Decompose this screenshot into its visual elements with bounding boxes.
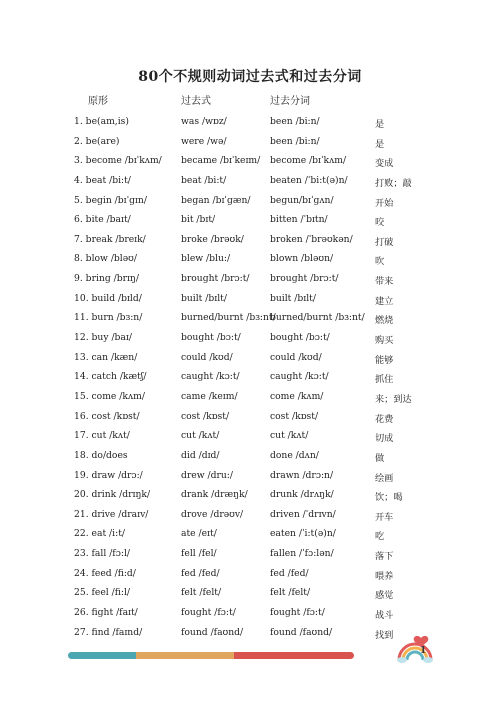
past-tense-cell: was /wɒz/ [181,116,227,127]
base-form-cell: 4. beat /bi:t/ [74,174,131,186]
past-participle-cell: felt /felt/ [270,587,311,599]
past-tense-cell: did /dɪd/ [181,449,220,461]
past-participle-cell: driven /ˈdrɪvn/ [270,508,336,520]
base-form-cell: 26. fight /faɪt/ [74,607,138,619]
meaning-cell: 吃 [375,531,385,543]
table-row [0,155,500,175]
footer-bar-red [234,652,354,659]
footer-bar-orange [136,652,234,659]
meaning-cell: 购买 [375,335,394,347]
base-form-cell: 16. cost /kɒst/ [74,410,140,422]
past-participle-cell: caught /kɔ:t/ [270,371,329,383]
table-row [0,332,500,352]
past-participle-cell: been /bi:n/ [270,135,320,147]
meaning-cell: 抓住 [375,374,394,386]
past-tense-cell: ate /eɪt/ [181,528,217,540]
meaning-cell: 打破 [375,236,394,248]
past-tense-cell: bought /bɔ:t/ [181,332,241,344]
meaning-cell: 感觉 [375,590,394,602]
meaning-cell: 饮；喝 [375,492,403,504]
table-row [0,253,500,273]
meaning-cell: 战斗 [375,610,394,622]
past-participle-cell: could /kʊd/ [270,351,322,363]
meaning-cell: 开始 [375,197,394,209]
base-form-cell: 21. drive /draɪv/ [74,508,149,520]
table-row [0,195,500,215]
table-row [0,470,500,490]
meaning-cell: 找到 [375,629,394,641]
past-tense-cell: caught /kɔ:t/ [181,371,240,383]
column-headers [0,92,500,106]
base-form-cell: 9. bring /brɪŋ/ [74,273,139,285]
past-participle-cell: fought /fɔ:t/ [270,607,325,619]
past-participle-cell: bought /bɔ:t/ [270,332,330,344]
past-participle-cell: broken /ˈbrəʊkən/ [270,233,353,245]
past-tense-cell: were /wə/ [181,135,227,147]
meaning-cell: 喂养 [375,570,394,582]
base-form-cell: 17. cut /kʌt/ [74,430,130,442]
meaning-cell: 咬 [375,217,385,229]
table-row [0,371,500,391]
table-row [0,509,500,529]
table-row [0,312,500,332]
table-row [0,116,500,136]
past-tense-cell: beat /bi:t/ [181,174,227,186]
table-row [0,411,500,431]
past-participle-cell: fallen /ˈfɔ:lən/ [270,548,334,560]
base-form-cell: 8. blow /bləʊ/ [74,253,137,265]
base-form-cell: 14. catch /kætʃ/ [74,371,147,383]
base-form-cell: 11. burn /bɜ:n/ [74,312,143,324]
past-tense-cell: felt /felt/ [181,587,222,599]
verb-list [0,116,500,646]
meaning-cell: 吹 [375,256,385,268]
table-row [0,587,500,607]
base-form-cell: 6. bite /baɪt/ [74,214,131,226]
past-tense-cell: drew /dru:/ [181,469,233,481]
base-form-cell: 27. find /faɪnd/ [74,626,143,638]
past-participle-cell: built /bɪlt/ [270,292,316,304]
meaning-cell: 开车 [375,511,394,523]
past-tense-cell: could /kʊd/ [181,351,233,363]
base-form-cell: 2. be(are) [74,135,120,147]
table-row [0,234,500,254]
meaning-cell: 绘画 [375,472,394,484]
past-tense-cell: became /bɪˈkeɪm/ [181,155,261,167]
header-past-participle: 过去分词 [270,96,310,107]
past-participle-cell: fed /fed/ [270,567,309,579]
base-form-cell: 20. drink /drɪŋk/ [74,489,151,501]
page-title: 80个不规则动词过去式和过去分词 [138,69,362,85]
table-row [0,430,500,450]
past-participle-cell: burned/burnt /bɜ:nt/ [270,312,365,324]
table-row [0,175,500,195]
past-participle-cell: brought /brɔ:t/ [270,273,339,285]
past-participle-cell: beaten /ˈbi:t(ə)n/ [270,174,348,186]
table-row [0,568,500,588]
past-tense-cell: broke /brəʊk/ [181,233,244,245]
past-tense-cell: burned/burnt /bɜ:nt/ [181,312,276,324]
meaning-cell: 是 [375,119,385,130]
past-tense-cell: began /bɪˈgæn/ [181,194,251,206]
past-tense-cell: blew /blu:/ [181,253,231,265]
header-base-form: 原形 [88,96,108,107]
table-row [0,607,500,627]
past-participle-cell: cost /kɒst/ [270,410,319,422]
table-row [0,293,500,313]
past-tense-cell: drove /drəʊv/ [181,508,244,520]
past-participle-cell: begun/bɪˈgʌn/ [270,194,334,206]
past-tense-cell: cost /kɒst/ [181,410,230,422]
base-form-cell: 19. draw /drɔ:/ [74,469,143,481]
base-form-cell: 10. build /bɪld/ [74,292,142,304]
past-tense-cell: drank /dræŋk/ [181,489,248,501]
base-form-cell: 25. feel /fi:l/ [74,587,131,599]
base-form-cell: 1. be(am,is) [74,116,129,127]
meaning-cell: 打败；敲 [375,177,412,189]
base-form-cell: 3. become /bɪˈkʌm/ [74,155,162,167]
past-tense-cell: built /bɪlt/ [181,292,227,304]
table-row [0,548,500,568]
meaning-cell: 是 [375,138,385,150]
meaning-cell: 带来 [375,276,394,288]
past-participle-cell: done /dʌn/ [270,449,319,461]
base-form-cell: 7. break /breɪk/ [74,233,146,245]
past-participle-cell: found /faʊnd/ [270,626,333,638]
meaning-cell: 来；到达 [375,393,412,405]
table-row [0,136,500,156]
base-form-cell: 15. come /kʌm/ [74,390,145,402]
base-form-cell: 23. fall /fɔ:l/ [74,548,130,560]
base-form-cell: 5. begin /bɪˈgɪn/ [74,194,147,206]
past-participle-cell: blown /bləʊn/ [270,253,334,265]
meaning-cell: 做 [375,452,385,464]
past-tense-cell: fought /fɔ:t/ [181,607,236,619]
table-row [0,391,500,411]
meaning-cell: 切成 [375,433,394,445]
past-participle-cell: drunk /drʌŋk/ [270,489,334,501]
table-row [0,273,500,293]
table-row [0,528,500,548]
base-form-cell: 13. can /kæn/ [74,351,138,363]
meaning-cell: 变成 [375,158,394,170]
past-tense-cell: cut /kʌt/ [181,430,220,442]
past-tense-cell: bit /bɪt/ [181,214,216,226]
past-participle-cell: become /bɪˈkʌm/ [270,155,347,167]
table-row [0,214,500,234]
footer-bar-teal [68,652,136,659]
past-participle-cell: bitten /ˈbɪtn/ [270,214,328,226]
table-row [0,352,500,372]
past-participle-cell: drawn /drɔ:n/ [270,469,334,481]
past-participle-cell: cut /kʌt/ [270,430,309,442]
past-tense-cell: fell /fel/ [181,548,217,560]
past-tense-cell: came /keɪm/ [181,390,238,402]
base-form-cell: 12. buy /baɪ/ [74,332,132,344]
past-participle-cell: come /kʌm/ [270,390,324,402]
base-form-cell: 18. do/does [74,449,128,461]
meaning-cell: 花费 [375,413,394,425]
past-tense-cell: brought /brɔ:t/ [181,273,250,285]
table-row [0,489,500,509]
past-tense-cell: fed /fed/ [181,567,220,579]
meaning-cell: 建立 [375,295,394,307]
meaning-cell: 落下 [375,551,394,563]
page-number: 1 [420,646,427,656]
past-participle-cell: eaten /ˈi:t(ə)n/ [270,528,336,540]
past-participle-cell: been /bi:n/ [270,116,320,127]
meaning-cell: 燃烧 [375,315,394,327]
table-row [0,450,500,470]
rainbow-icon [395,630,435,664]
past-tense-cell: found /faʊnd/ [181,626,244,638]
header-past-tense: 过去式 [181,96,211,107]
base-form-cell: 22. eat /i:t/ [74,528,125,540]
meaning-cell: 能够 [375,354,394,366]
base-form-cell: 24. feed /fi:d/ [74,567,136,579]
